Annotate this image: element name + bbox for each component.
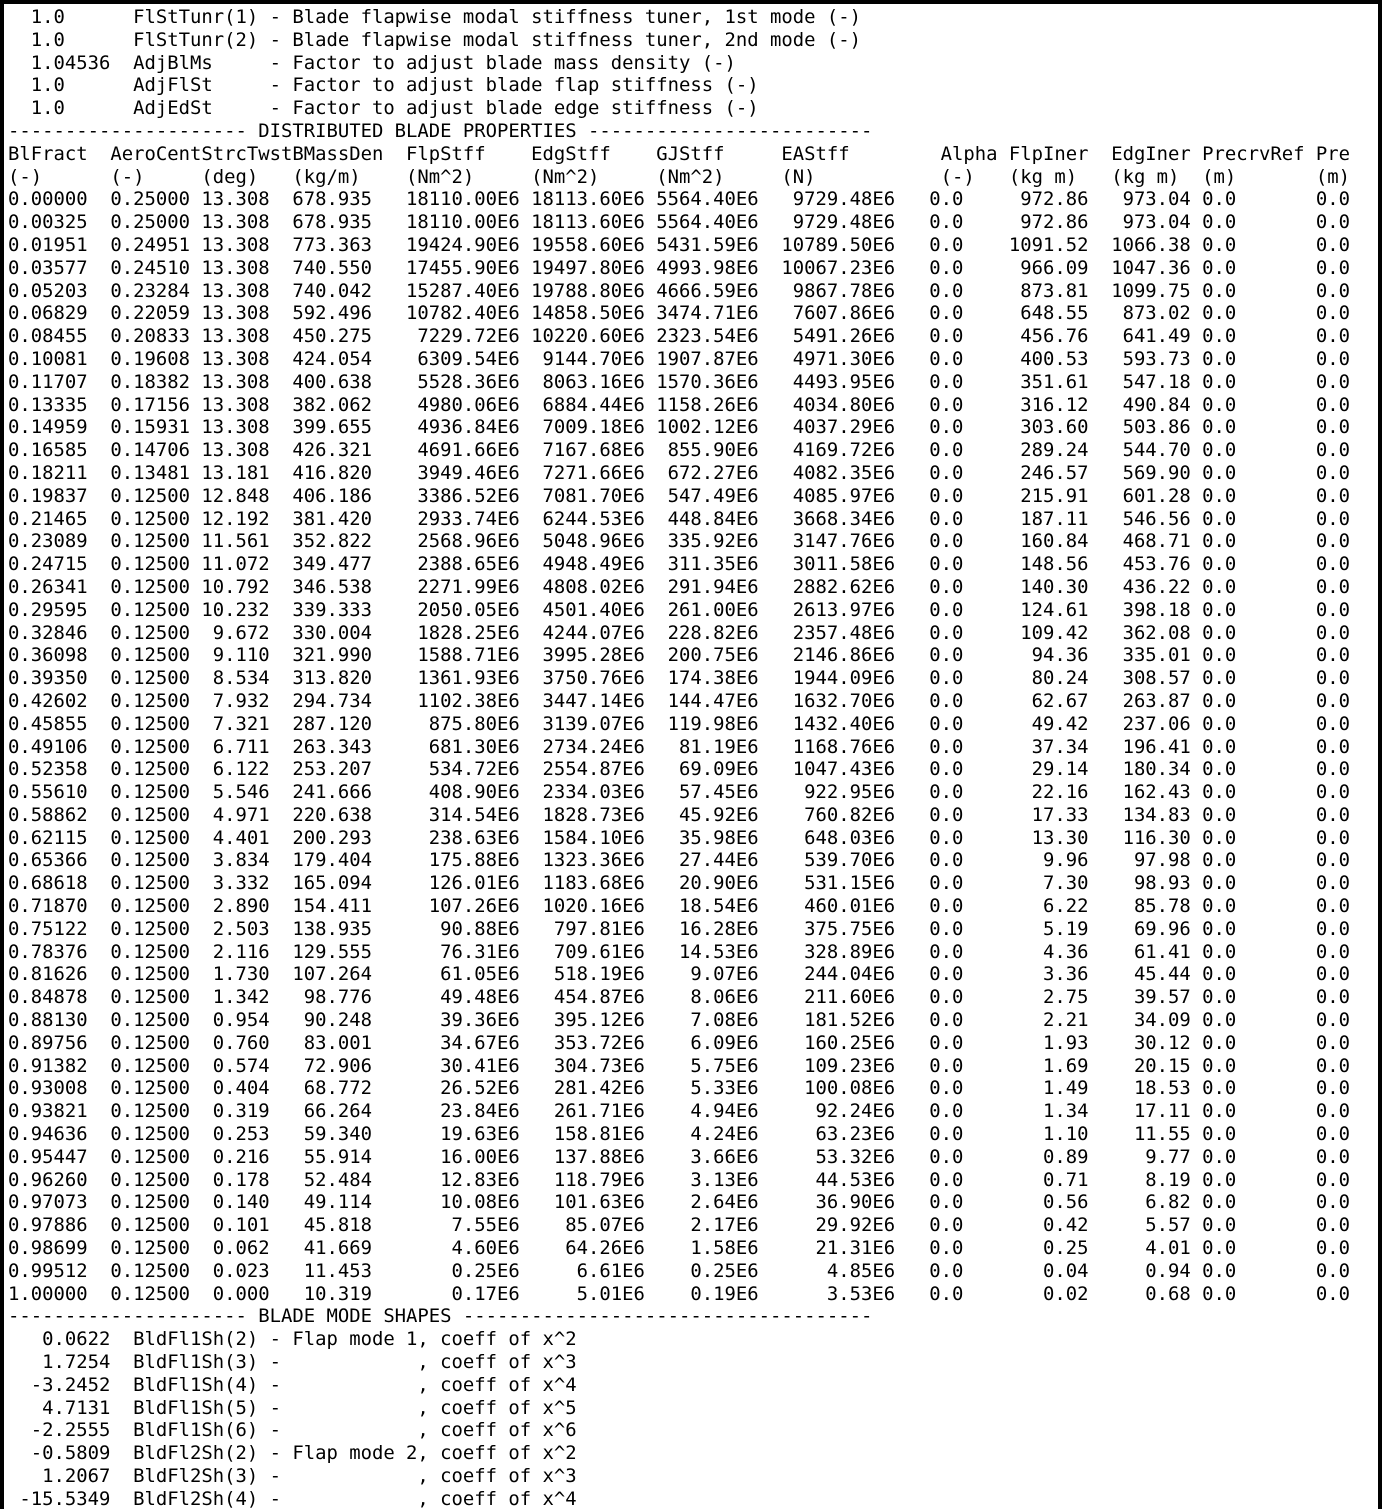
table-data-row: 0.93821 0.12500 0.319 66.264 23.84E6 261.71E6 4.94E6 92.24E6 0.0 1.34 17.11 0.0 0.0 xyxy=(8,1100,1351,1123)
table-data-row: 0.62115 0.12500 4.401 200.293 238.63E6 1584.10E6 35.98E6 648.03E6 0.0 13.30 116.30 0.0 0.0 xyxy=(8,826,1351,849)
mode-shape-line: -3.2452 BldFl1Sh(4) - , coeff of x^4 xyxy=(8,1373,577,1396)
table-data-row: 0.89756 0.12500 0.760 83.001 34.67E6 353.72E6 6.09E6 160.25E6 0.0 1.93 30.12 0.0 0.0 xyxy=(8,1031,1351,1054)
table-data-row: 0.32846 0.12500 9.672 330.004 1828.25E6 4244.07E6 228.82E6 2357.48E6 0.0 109.42 362.08 0.0 0.0 xyxy=(8,621,1351,644)
table-data-row: 0.14959 0.15931 13.308 399.655 4936.84E6 7009.18E6 1002.12E6 4037.29E6 0.0 303.60 503.86 0.0 0.0 xyxy=(8,416,1351,439)
table-data-row: 0.10081 0.19608 13.308 424.054 6309.54E6 9144.70E6 1907.87E6 4971.30E6 0.0 400.53 593.73 0.0 0.0 xyxy=(8,347,1351,370)
table-data-row: 0.36098 0.12500 9.110 321.990 1588.71E6 3995.28E6 200.75E6 2146.86E6 0.0 94.36 335.01 0.0 0.0 xyxy=(8,644,1351,667)
table-data-row: 0.91382 0.12500 0.574 72.906 30.41E6 304.73E6 5.75E6 109.23E6 0.0 1.69 20.15 0.0 0.0 xyxy=(8,1054,1351,1077)
table-data-row: 0.18211 0.13481 13.181 416.820 3949.46E6 7271.66E6 672.27E6 4082.35E6 0.0 246.57 569.90 0.0 0.0 xyxy=(8,461,1351,484)
table-data-row: 0.45855 0.12500 7.321 287.120 875.80E6 3139.07E6 119.98E6 1432.40E6 0.0 49.42 237.06 0.0 0.0 xyxy=(8,712,1351,735)
table-data-row: 0.99512 0.12500 0.023 11.453 0.25E6 6.61E6 0.25E6 4.85E6 0.0 0.04 0.94 0.0 0.0 xyxy=(8,1259,1351,1282)
table-data-row: 0.49106 0.12500 6.711 263.343 681.30E6 2734.24E6 81.19E6 1168.76E6 0.0 37.34 196.41 0.0 0.0 xyxy=(8,735,1351,758)
mode-shapes-list xyxy=(8,1328,1378,1509)
table-data-row: 0.75122 0.12500 2.503 138.935 90.88E6 797.81E6 16.28E6 375.75E6 0.0 5.19 69.96 0.0 0.0 xyxy=(8,917,1351,940)
table-column-header-row: BlFract AeroCentStrcTwstBMassDen FlpStff EdgStff GJStff EAStff Alpha FlpIner EdgIner PrecrvRef Pre xyxy=(8,142,1351,165)
table-data-row: 0.65366 0.12500 3.834 179.404 175.88E6 1323.36E6 27.44E6 539.70E6 0.0 9.96 97.98 0.0 0.0 xyxy=(8,849,1351,872)
separator-distributed-blade-properties: --------------------- DISTRIBUTED BLADE PROPERTIES ------------------------- xyxy=(8,119,873,142)
table-data-row: 0.97073 0.12500 0.140 49.114 10.08E6 101.63E6 2.64E6 36.90E6 0.0 0.56 6.82 0.0 0.0 xyxy=(8,1191,1351,1214)
table-data-row: 0.21465 0.12500 12.192 381.420 2933.74E6 6244.53E6 448.84E6 3668.34E6 0.0 187.11 546.56 0.0 0.0 xyxy=(8,507,1351,530)
separator-blade-mode-shapes: --------------------- BLADE MODE SHAPES ------------------------------------ xyxy=(8,1305,873,1328)
table-data-row: 0.39350 0.12500 8.534 313.820 1361.93E6 3750.76E6 174.38E6 1944.09E6 0.0 80.24 308.57 0.0 0.0 xyxy=(8,667,1351,690)
table-data-row: 0.95447 0.12500 0.216 55.914 16.00E6 137.88E6 3.66E6 53.32E6 0.0 0.89 9.77 0.0 0.0 xyxy=(8,1145,1351,1168)
mode-shape-line: -2.2555 BldFl1Sh(6) - , coeff of x^6 xyxy=(8,1419,577,1442)
section-separator-distributed xyxy=(8,120,1378,143)
table-data-row: 0.24715 0.12500 11.072 349.477 2388.65E6 4948.49E6 311.35E6 3011.58E6 0.0 148.56 453.76 0.0 0.0 xyxy=(8,553,1351,576)
table-data-row: 0.84878 0.12500 1.342 98.776 49.48E6 454.87E6 8.06E6 211.60E6 0.0 2.75 39.57 0.0 0.0 xyxy=(8,986,1351,1009)
table-data-row: 0.05203 0.23284 13.308 740.042 15287.40E6 19788.80E6 4666.59E6 9867.78E6 0.0 873.81 1099.75 0.0 0.0 xyxy=(8,279,1351,302)
table-data-row: 0.08455 0.20833 13.308 450.275 7229.72E6 10220.60E6 2323.54E6 5491.26E6 0.0 456.76 641.49 0.0 0.0 xyxy=(8,325,1351,348)
table-data-row: 0.52358 0.12500 6.122 253.207 534.72E6 2554.87E6 69.09E6 1047.43E6 0.0 29.14 180.34 0.0 0.0 xyxy=(8,758,1351,781)
table-data-row: 0.11707 0.18382 13.308 400.638 5528.36E6 8063.16E6 1570.36E6 4493.95E6 0.0 351.61 547.18 0.0 0.0 xyxy=(8,370,1351,393)
mode-shape-line: -15.5349 BldFl2Sh(4) - , coeff of x^4 xyxy=(8,1487,577,1509)
table-data-row: 0.16585 0.14706 13.308 426.321 4691.66E6 7167.68E6 855.90E6 4169.72E6 0.0 289.24 544.70 0.0 0.0 xyxy=(8,439,1351,462)
table-data-row: 0.68618 0.12500 3.332 165.094 126.01E6 1183.68E6 20.90E6 531.15E6 0.0 7.30 98.93 0.0 0.0 xyxy=(8,872,1351,895)
mode-shape-line: 4.7131 BldFl1Sh(5) - , coeff of x^5 xyxy=(8,1396,577,1419)
table-body xyxy=(8,188,1378,1305)
param-line: 1.0 AdjEdSt - Factor to adjust blade edge stiffness (-) xyxy=(8,97,759,120)
table-data-row: 0.97886 0.12500 0.101 45.818 7.55E6 85.07E6 2.17E6 29.92E6 0.0 0.42 5.57 0.0 0.0 xyxy=(8,1214,1351,1237)
table-data-row: 0.23089 0.12500 11.561 352.822 2568.96E6 5048.96E6 335.92E6 3147.76E6 0.0 160.84 468.71 0.0 0.0 xyxy=(8,530,1351,553)
table-data-row: 0.29595 0.12500 10.232 339.333 2050.05E6 4501.40E6 261.00E6 2613.97E6 0.0 124.61 398.18 0.0 0.0 xyxy=(8,598,1351,621)
param-line: 1.0 FlStTunr(2) - Blade flapwise modal stiffness tuner, 2nd mode (-) xyxy=(8,28,861,51)
table-data-row: 0.58862 0.12500 4.971 220.638 314.54E6 1828.73E6 45.92E6 760.82E6 0.0 17.33 134.83 0.0 0.0 xyxy=(8,803,1351,826)
param-line: 1.04536 AdjBlMs - Factor to adjust blade mass density (-) xyxy=(8,51,736,74)
table-data-row: 0.01951 0.24951 13.308 773.363 19424.90E6 19558.60E6 5431.59E6 10789.50E6 0.0 1091.52 1066.38 0.0 0.0 xyxy=(8,233,1351,256)
file-header-params xyxy=(8,6,1378,120)
table-data-row: 0.96260 0.12500 0.178 52.484 12.83E6 118.79E6 3.13E6 44.53E6 0.0 0.71 8.19 0.0 0.0 xyxy=(8,1168,1351,1191)
mode-shape-line: 1.7254 BldFl1Sh(3) - , coeff of x^3 xyxy=(8,1351,577,1374)
param-line: 1.0 FlStTunr(1) - Blade flapwise modal stiffness tuner, 1st mode (-) xyxy=(8,6,861,28)
table-data-row: 0.88130 0.12500 0.954 90.248 39.36E6 395.12E6 7.08E6 181.52E6 0.0 2.21 34.09 0.0 0.0 xyxy=(8,1009,1351,1032)
table-data-row: 0.93008 0.12500 0.404 68.772 26.52E6 281.42E6 5.33E6 100.08E6 0.0 1.49 18.53 0.0 0.0 xyxy=(8,1077,1351,1100)
mode-shape-line: 0.0622 BldFl1Sh(2) - Flap mode 1, coeff of x^2 xyxy=(8,1328,577,1351)
table-data-row: 0.42602 0.12500 7.932 294.734 1102.38E6 3447.14E6 144.47E6 1632.70E6 0.0 62.67 263.87 0.0 0.0 xyxy=(8,689,1351,712)
table-data-row: 0.81626 0.12500 1.730 107.264 61.05E6 518.19E6 9.07E6 244.04E6 0.0 3.36 45.44 0.0 0.0 xyxy=(8,963,1351,986)
table-data-row: 0.00325 0.25000 13.308 678.935 18110.00E6 18113.60E6 5564.40E6 9729.48E6 0.0 972.86 973.04 0.0 0.0 xyxy=(8,211,1351,234)
table-units-row: (-) (-) (deg) (kg/m) (Nm^2) (Nm^2) (Nm^2) (N) (-) (kg m) (kg m) (m) (m) xyxy=(8,165,1351,188)
table-data-row: 0.71870 0.12500 2.890 154.411 107.26E6 1020.16E6 18.54E6 460.01E6 0.0 6.22 85.78 0.0 0.0 xyxy=(8,895,1351,918)
table-data-row: 1.00000 0.12500 0.000 10.319 0.17E6 5.01E6 0.19E6 3.53E6 0.0 0.02 0.68 0.0 0.0 xyxy=(8,1282,1351,1305)
table-data-row: 0.00000 0.25000 13.308 678.935 18110.00E6 18113.60E6 5564.40E6 9729.48E6 0.0 972.86 973.04 0.0 0.0 xyxy=(8,188,1351,211)
param-line: 1.0 AdjFlSt - Factor to adjust blade flap stiffness (-) xyxy=(8,74,759,97)
table-data-row: 0.55610 0.12500 5.546 241.666 408.90E6 2334.03E6 57.45E6 922.95E6 0.0 22.16 162.43 0.0 0.0 xyxy=(8,781,1351,804)
table-data-row: 0.26341 0.12500 10.792 346.538 2271.99E6 4808.02E6 291.94E6 2882.62E6 0.0 140.30 436.22 0.0 0.0 xyxy=(8,575,1351,598)
table-header xyxy=(8,143,1378,189)
table-data-row: 0.13335 0.17156 13.308 382.062 4980.06E6 6884.44E6 1158.26E6 4034.80E6 0.0 316.12 490.84 0.0 0.0 xyxy=(8,393,1351,416)
table-data-row: 0.06829 0.22059 13.308 592.496 10782.40E6 14858.50E6 3474.71E6 7607.86E6 0.0 648.55 873.02 0.0 0.0 xyxy=(8,302,1351,325)
table-data-row: 0.19837 0.12500 12.848 406.186 3386.52E6 7081.70E6 547.49E6 4085.97E6 0.0 215.91 601.28 0.0 0.0 xyxy=(8,484,1351,507)
mode-shape-line: -0.5809 BldFl2Sh(2) - Flap mode 2, coeff of x^2 xyxy=(8,1442,577,1465)
table-data-row: 0.03577 0.24510 13.308 740.550 17455.90E6 19497.80E6 4993.98E6 10067.23E6 0.0 966.09 1047.36 0.0 0.0 xyxy=(8,256,1351,279)
table-data-row: 0.98699 0.12500 0.062 41.669 4.60E6 64.26E6 1.58E6 21.31E6 0.0 0.25 4.01 0.0 0.0 xyxy=(8,1237,1351,1260)
mode-shape-line: 1.2067 BldFl2Sh(3) - , coeff of x^3 xyxy=(8,1465,577,1487)
table-data-row: 0.94636 0.12500 0.253 59.340 19.63E6 158.81E6 4.24E6 63.23E6 0.0 1.10 11.55 0.0 0.0 xyxy=(8,1123,1351,1146)
table-data-row: 0.78376 0.12500 2.116 129.555 76.31E6 709.61E6 14.53E6 328.89E6 0.0 4.36 61.41 0.0 0.0 xyxy=(8,940,1351,963)
section-separator-modes xyxy=(8,1305,1378,1328)
